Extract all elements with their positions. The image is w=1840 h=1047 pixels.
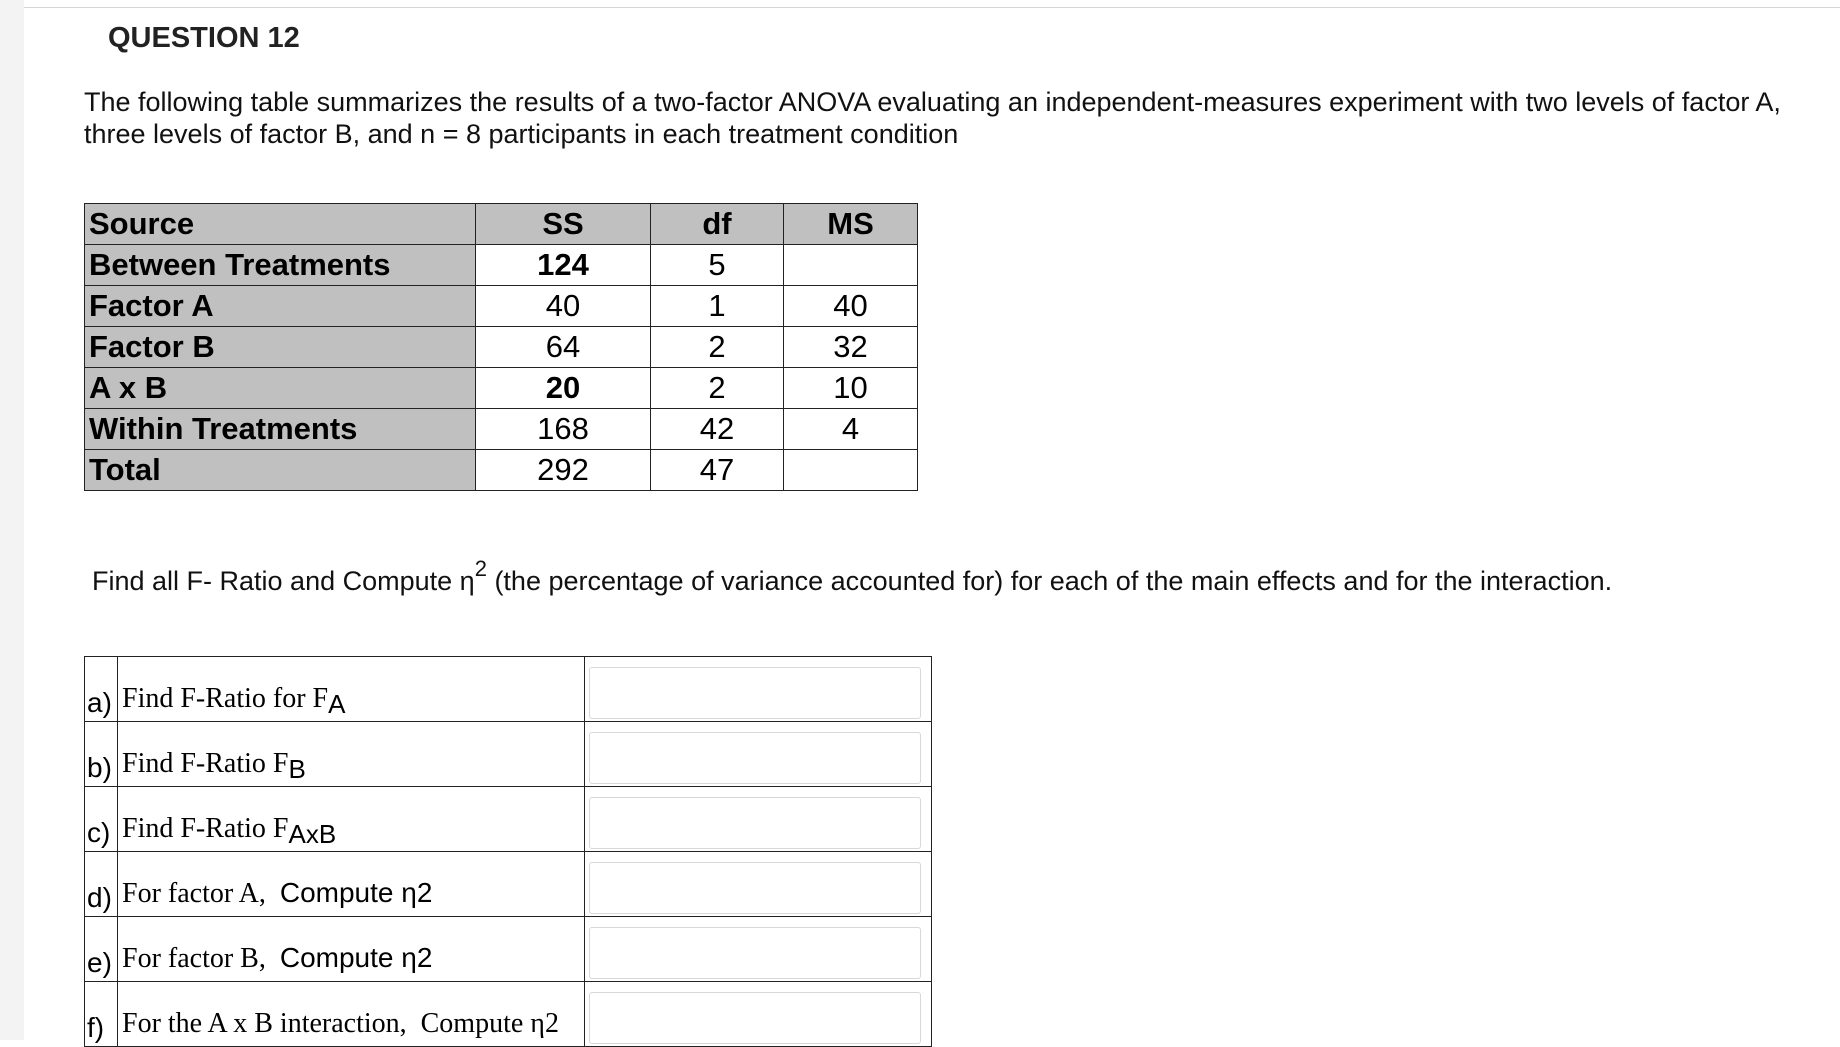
question-label: Find F-Ratio F: [122, 748, 289, 779]
instruction-before: Find all F- Ratio and Compute η: [92, 566, 475, 596]
question-row-d: [85, 852, 932, 917]
ms-cell: [784, 245, 918, 286]
question-text: [118, 852, 585, 917]
question-text: [118, 657, 585, 722]
question-subscript: B: [288, 754, 306, 784]
df-cell: 47: [651, 450, 784, 491]
source-cell: Within Treatments: [85, 409, 476, 450]
table-row: [85, 368, 918, 409]
df-cell: 2: [651, 327, 784, 368]
ss-cell: 124: [476, 245, 651, 286]
table-row: [85, 327, 918, 368]
answer-cell: [585, 852, 932, 917]
answer-cell: [585, 787, 932, 852]
answer-input-e[interactable]: [589, 927, 921, 979]
question-letter: d): [85, 852, 118, 917]
question-label: Find F-Ratio F: [122, 813, 289, 844]
ss-cell: 40: [476, 286, 651, 327]
question-label: For factor B,: [122, 943, 280, 974]
header-ss: SS: [476, 204, 651, 245]
header-source: Source: [85, 204, 476, 245]
header-ms: MS: [784, 204, 918, 245]
ms-cell: 4: [784, 409, 918, 450]
question-compute-text: Compute η2: [279, 942, 433, 973]
answer-cell: [585, 917, 932, 982]
page-left-gutter: [0, 0, 24, 1040]
table-row: [85, 409, 918, 450]
question-letter: e): [85, 917, 118, 982]
ss-cell: 168: [476, 409, 651, 450]
ms-cell: 10: [784, 368, 918, 409]
question-text: [118, 787, 585, 852]
instruction-text: [92, 556, 1832, 597]
question-subscript: AxB: [288, 819, 337, 849]
instruction-after: (the percentage of variance accounted for) for each of the main effects and for the interaction.: [486, 566, 1613, 596]
source-cell: A x B: [85, 368, 476, 409]
ms-cell: [784, 450, 918, 491]
ss-cell: 64: [476, 327, 651, 368]
anova-summary-table: [84, 203, 918, 491]
source-cell: Factor A: [85, 286, 476, 327]
question-letter: c): [85, 787, 118, 852]
ms-cell: 40: [784, 286, 918, 327]
table-row: [85, 450, 918, 491]
question-letter: f): [85, 982, 118, 1047]
df-cell: 2: [651, 368, 784, 409]
question-row-b: [85, 722, 932, 787]
question-text: [118, 917, 585, 982]
ss-cell: 292: [476, 450, 651, 491]
question-row-f: [85, 982, 932, 1047]
question-compute-text: Compute η2: [279, 877, 433, 908]
ms-cell: 32: [784, 327, 918, 368]
question-text: [118, 982, 585, 1047]
source-cell: Factor B: [85, 327, 476, 368]
top-divider: [24, 7, 1840, 8]
question-row-c: [85, 787, 932, 852]
table-row: [85, 245, 918, 286]
answer-input-f[interactable]: [589, 992, 921, 1044]
source-cell: Total: [85, 450, 476, 491]
table-row: [85, 286, 918, 327]
df-cell: 42: [651, 409, 784, 450]
ss-cell: 20: [476, 368, 651, 409]
question-label: Find F-Ratio for F: [122, 683, 329, 714]
df-cell: 1: [651, 286, 784, 327]
answer-input-c[interactable]: [589, 797, 921, 849]
answer-table: [84, 656, 932, 1047]
question-text: [118, 722, 585, 787]
table-header-row: [85, 204, 918, 245]
answer-cell: [585, 657, 932, 722]
question-label: For factor A,: [122, 878, 280, 909]
answer-input-d[interactable]: [589, 862, 921, 914]
question-letter: b): [85, 722, 118, 787]
eta-superscript: 2: [474, 556, 487, 581]
answer-cell: [585, 722, 932, 787]
answer-cell: [585, 982, 932, 1047]
source-cell: Between Treatments: [85, 245, 476, 286]
question-title: QUESTION 12: [108, 22, 300, 54]
question-intro-text: The following table summarizes the results of a two-factor ANOVA evaluating an independent-measures experiment with two levels of factor A, three levels of factor B, and n = 8 participants in each treatment condition: [84, 87, 1781, 149]
question-subscript: A: [328, 689, 346, 719]
answer-input-a[interactable]: [589, 667, 921, 719]
question-label: For the A x B interaction, Compute η2: [122, 1008, 559, 1039]
question-row-a: [85, 657, 932, 722]
answer-input-b[interactable]: [589, 732, 921, 784]
df-cell: 5: [651, 245, 784, 286]
question-letter: a): [85, 657, 118, 722]
question-row-e: [85, 917, 932, 982]
header-df: df: [651, 204, 784, 245]
